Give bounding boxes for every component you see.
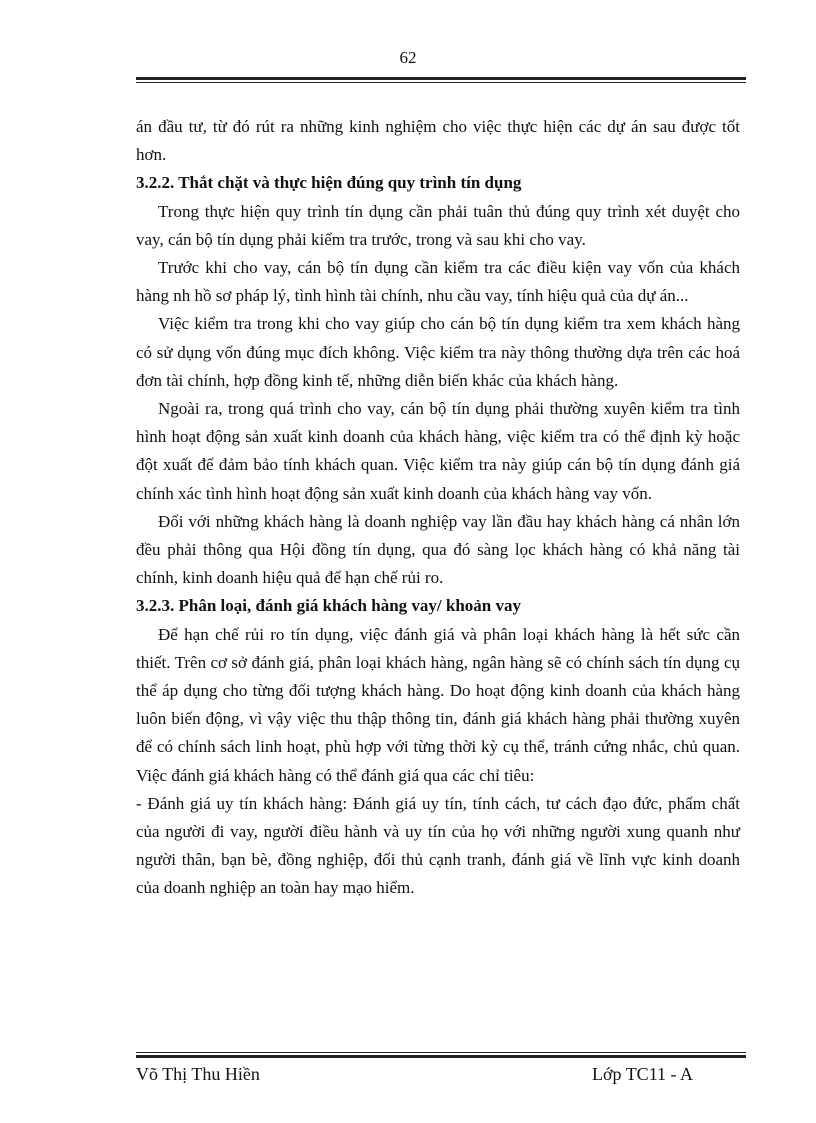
paragraph: Ngoài ra, trong quá trình cho vay, cán bộ tín dụng phải thường xuyên kiểm tra tình hình hoạt động sản xuất kinh doanh của khách hàng, việc kiểm tra có thể định kỳ hoặc đột xuất để đảm bảo tính khách quan. Việc kiểm tra này giúp cán bộ tín dụng đánh giá chính xác tình hình hoạt động sản xuất kinh doanh của khách hàng vay vốn.: [136, 399, 740, 503]
paragraph: án đầu tư, từ đó rút ra những kinh nghiệm cho việc thực hiện các dự án sau được tốt hơn.: [136, 117, 740, 165]
footer-author: Võ Thị Thu Hiền: [136, 1064, 260, 1084]
section-heading: 3.2.2. Thắt chặt và thực hiện đúng quy trình tín dụng: [136, 173, 522, 193]
header-rule: [136, 77, 746, 83]
paragraph: Trong thực hiện quy trình tín dụng cần phải tuân thủ đúng quy trình xét duyệt cho vay, cán bộ tín dụng phải kiểm tra trước, trong và sau khi cho vay.: [136, 201, 740, 249]
paragraph: Trước khi cho vay, cán bộ tín dụng cần kiểm tra các điều kiện vay vốn của khách hàng nh hồ sơ pháp lý, tình hình tài chính, nhu cầu vay, tính hiệu quả của dự án...: [136, 258, 740, 306]
footer-rule: [136, 1052, 746, 1058]
paragraph: Đối với những khách hàng là doanh nghiệp vay lần đầu hay khách hàng cá nhân lớn đều phải thông qua Hội đồng tín dụng, qua đó sàng lọc khách hàng có khả năng tài chính, kinh doanh hiệu quả để hạn chế rủi ro.: [136, 511, 740, 588]
paragraph: Việc kiểm tra trong khi cho vay giúp cho cán bộ tín dụng kiểm tra xem khách hàng có sử dụng vốn đúng mục đích không. Việc kiểm tra này thông thường dựa trên các hoá đơn tài chính, hợp đồng kinh tế, những diễn biến khác của khách hàng.: [136, 314, 740, 390]
paragraph: - Đánh giá uy tín khách hàng: Đánh giá uy tín, tính cách, tư cách đạo đức, phẩm chất của người đi vay, người điều hành và uy tín của họ với những người xung quanh như người thân, bạn bè, đồng nghiệp, đối thủ cạnh tranh, đánh giá về lĩnh vực kinh doanh của doanh nghiệp an toàn hay mạo hiểm.: [136, 793, 740, 898]
footer-class: Lớp TC11 - A: [592, 1064, 694, 1084]
section-heading: 3.2.3. Phân loại, đánh giá khách hàng vay/ khoản vay: [136, 596, 521, 616]
paragraph: Để hạn chế rủi ro tín dụng, việc đánh giá và phân loại khách hàng là hết sức cần thiết. Trên cơ sở đánh giá, phân loại khách hàng, ngân hàng sẽ có chính sách tín dụng cụ thể áp dụng cho từng đối tượng khách hàng. Do hoạt động kinh doanh của khách hàng luôn biến động, vì vậy việc thu thập thông tin, đánh giá khách hàng phải thường xuyên để có chính sách linh hoạt, phù hợp với từng thời kỳ cụ thể, tránh cứng nhắc, chủ quan. Việc đánh giá khách hàng có thể đánh giá qua các chỉ tiêu:: [136, 624, 740, 785]
document-body: [136, 113, 740, 903]
page-number: 62: [399, 48, 417, 67]
